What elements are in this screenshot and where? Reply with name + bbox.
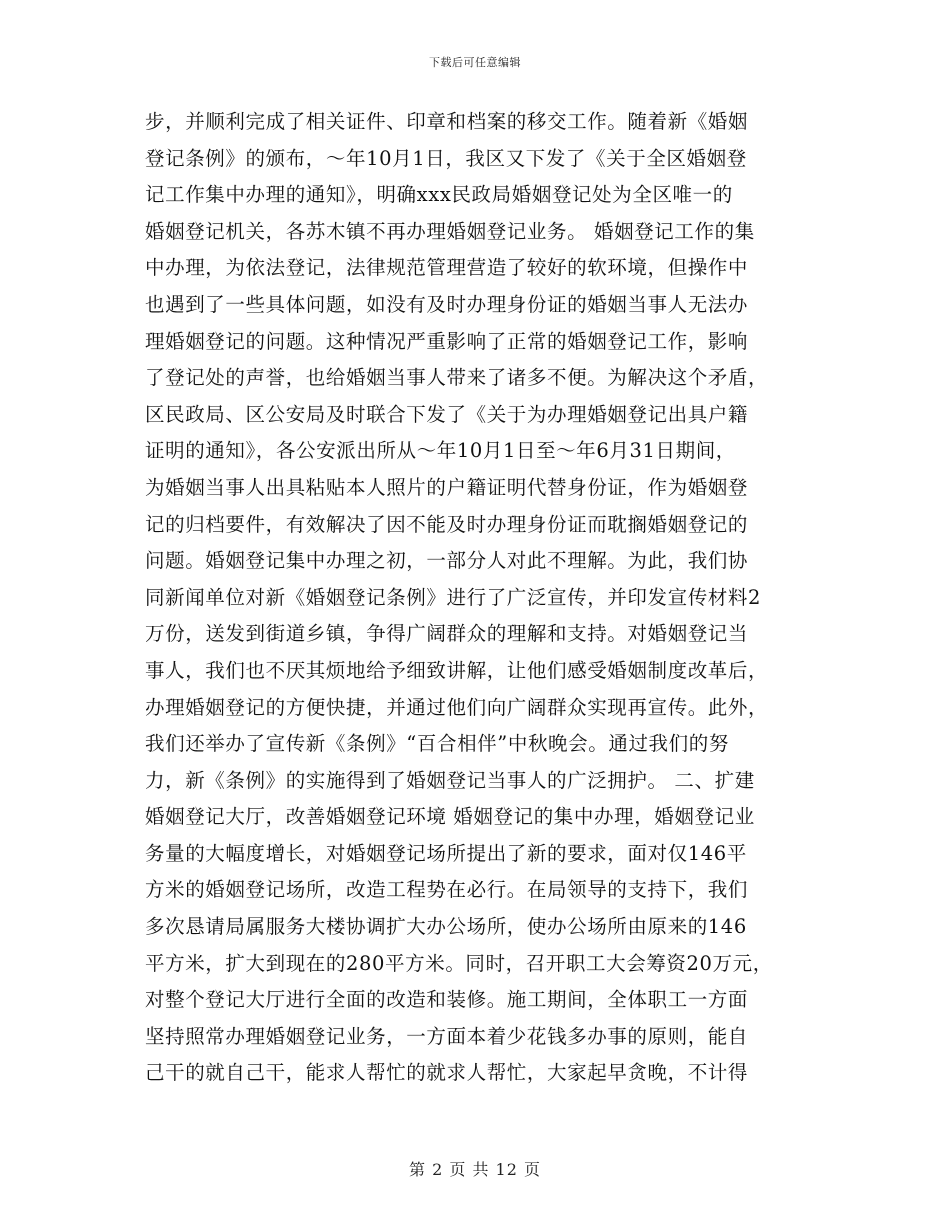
body-line: 多次恳请局属服务大楼协调扩大办公场所，使办公场所由原来的146 xyxy=(145,915,747,939)
body-line: 事人，我们也不厌其烦地给予细致讲解，让他们感受婚姻制度改革后， xyxy=(145,658,769,682)
page-number: 第 2 页 共 12 页 xyxy=(409,1160,541,1179)
body-line: 平方米，扩大到现在的280平方米。同时，召开职工大会筹资20万元， xyxy=(145,951,773,975)
body-line: 理婚姻登记的问题。这种情况严重影响了正常的婚姻登记工作，影响 xyxy=(145,329,749,353)
body-line: 记的归档要件，有效解决了因不能及时办理身份证而耽搁婚姻登记的 xyxy=(145,512,749,536)
body-line: 问题。婚姻登记集中办理之初，一部分人对此不理解。为此，我们协 xyxy=(145,549,749,573)
body-line: 方米的婚姻登记场所，改造工程势在必行。在局领导的支持下，我们 xyxy=(145,878,749,902)
body-line: 步，并顺利完成了相关证件、印章和档案的移交工作。随着新《婚姻 xyxy=(145,110,749,133)
page-footer xyxy=(0,1157,950,1180)
body-line: 力，新《条例》的实施得到了婚姻登记当事人的广泛拥护。 二、扩建 xyxy=(145,768,755,792)
body-line: 坚持照常办理婚姻登记业务，一方面本着少花钱多办事的原则，能自 xyxy=(145,1024,749,1048)
body-line: 对整个登记大厅进行全面的改造和装修。施工期间，全体职工一方面 xyxy=(145,988,749,1012)
body-line: 务量的大幅度增长，对婚姻登记场所提出了新的要求，面对仅146平 xyxy=(145,841,747,865)
body-line: 区民政局、区公安局及时联合下发了《关于为办理婚姻登记出具户籍 xyxy=(145,402,749,426)
document-body xyxy=(145,104,825,1092)
body-line: 婚姻登记机关，各苏木镇不再办理婚姻登记业务。 婚姻登记工作的集 xyxy=(145,219,755,243)
body-line: 我们还举办了宣传新《条例》“百合相伴”中秋晚会。通过我们的努 xyxy=(145,732,729,756)
body-line: 婚姻登记大厅，改善婚姻登记环境 婚姻登记的集中办理，婚姻登记业 xyxy=(145,805,755,829)
body-line: 也遇到了一些具体问题，如没有及时办理身份证的婚姻当事人无法办 xyxy=(145,292,749,316)
body-line: 了登记处的声誉，也给婚姻当事人带来了诸多不便。为解决这个矛盾， xyxy=(145,366,769,390)
body-line: 登记条例》的颁布，～年10月1日，我区又下发了《关于全区婚姻登 xyxy=(145,146,747,170)
body-line: 证明的通知》，各公安派出所从～年10月1日至～年6月31日期间， xyxy=(145,439,736,463)
body-line: 办理婚姻登记的方便快捷，并通过他们向广阔群众实现再宣传。此外， xyxy=(145,695,769,719)
body-line: 己干的就自己干，能求人帮忙的就求人帮忙，大家起早贪晚，不计得 xyxy=(145,1061,749,1085)
body-line: 为婚姻当事人出具粘贴本人照片的户籍证明代替身份证，作为婚姻登 xyxy=(145,475,749,499)
page-header: 下载后可任意编辑 xyxy=(429,56,521,69)
body-line: 万份，送发到街道乡镇，争得广阔群众的理解和支持。对婚姻登记当 xyxy=(145,622,749,646)
body-line: 中办理，为依法登记，法律规范管理营造了较好的软环境，但操作中 xyxy=(145,256,749,280)
body-line: 记工作集中办理的通知》，明确xxx民政局婚姻登记处为全区唯一的 xyxy=(145,183,733,207)
body-line: 同新闻单位对新《婚姻登记条例》进行了广泛宣传，并印发宣传材料2 xyxy=(145,585,762,609)
